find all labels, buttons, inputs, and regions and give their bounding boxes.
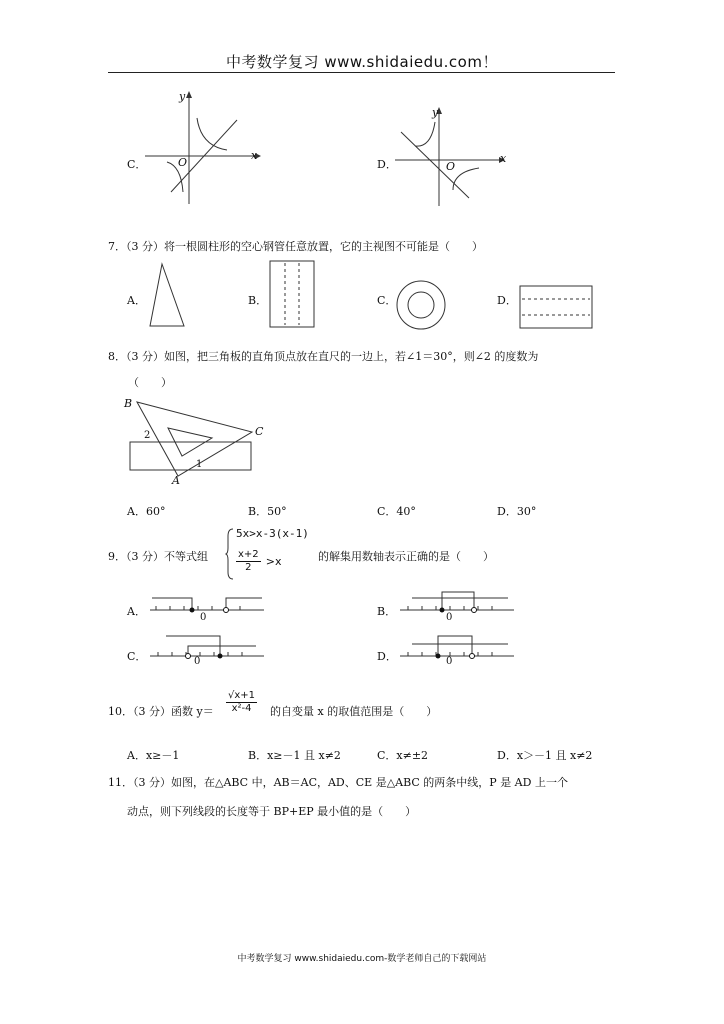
q9-stem-suffix: 的解集用数轴表示正确的是（ ） <box>318 550 494 563</box>
q9-option-d-numberline <box>398 632 520 664</box>
q9-ineq2-rhs: >x <box>265 555 282 568</box>
q10-numerator: √x+1 <box>228 690 256 701</box>
q7-option-c-figure <box>396 280 448 332</box>
q6-c-y-label: y <box>179 90 186 103</box>
q10-option-c: C．x≠±2 <box>377 749 429 762</box>
q11-stem-line2: 动点，则下列线段的长度等于 BP+EP 最小值的是（ ） <box>127 805 417 818</box>
q7-option-c-label: C． <box>377 294 397 307</box>
q8-label-c: C <box>255 425 264 438</box>
q10-fraction <box>226 690 257 715</box>
q8-option-b: B．50° <box>248 505 287 518</box>
q7-option-a-figure <box>148 262 188 332</box>
q9-b-zero: 0 <box>446 612 453 623</box>
q9-option-d-label: D． <box>377 650 397 663</box>
q9-brace <box>226 528 234 580</box>
q8-angle-1: 1 <box>196 459 203 470</box>
q11-stem-line1: 11．（3 分）如图，在△ABC 中，AB＝AC，AD、CE 是△ABC 的两条中线，P 是 AD 上一个 <box>108 776 568 789</box>
q10-denominator: x²-4 <box>231 703 252 714</box>
q9-option-b-label: B． <box>377 605 397 618</box>
q10-option-b: B．x≥－1 且 x≠2 <box>248 749 341 762</box>
q9-option-b-numberline <box>398 588 520 620</box>
q9-option-c-label: C． <box>127 650 147 663</box>
page-footer: 中考数学复习 www.shidaiedu.com-数学老师自己的下载网站 <box>237 954 487 964</box>
q6-graph-d <box>395 100 515 210</box>
q9-d-zero: 0 <box>446 656 453 667</box>
q8-stem: 8．（3 分）如图，把三角板的直角顶点放在直尺的一边上，若∠1＝30°，则∠2 的度数为 <box>108 350 539 363</box>
q9-ineq2-numerator: x+2 <box>238 549 259 560</box>
q7-option-d-label: D． <box>497 294 517 307</box>
q9-option-a-numberline <box>148 592 270 622</box>
header-divider <box>108 72 615 73</box>
q6-d-y-label: y <box>432 106 439 119</box>
q9-option-a-label: A． <box>127 605 146 618</box>
q7-option-d-figure <box>519 284 595 330</box>
q10-stem-prefix: 10．（3 分）函数 y＝ <box>108 705 214 718</box>
q8-figure <box>120 394 270 486</box>
q8-angle-2: 2 <box>144 430 151 441</box>
q7-stem: 7．（3 分）将一根圆柱形的空心钢管任意放置，它的主视图不可能是（ ） <box>108 240 483 253</box>
q8-label-b: B <box>124 397 133 410</box>
q9-inequality-1: 5x>x-3(x-1) <box>236 527 309 540</box>
q9-stem-prefix: 9．（3 分）不等式组 <box>108 550 208 563</box>
q6-c-origin: O <box>178 156 188 169</box>
q7-option-a-label: A． <box>127 294 146 307</box>
q9-inequality-2 <box>236 549 282 574</box>
q8-paren: （ ） <box>128 376 172 389</box>
page-header: 中考数学复习 www.shidaiedu.com！ <box>226 53 498 71</box>
q8-label-a: A <box>172 474 180 487</box>
q8-option-c: C．40° <box>377 505 416 518</box>
q9-c-zero: 0 <box>194 656 201 667</box>
q6-option-d-label: D． <box>377 158 397 171</box>
q10-stem-suffix: 的自变量 x 的取值范围是（ ） <box>270 705 438 718</box>
q9-a-zero: 0 <box>200 612 207 623</box>
q8-option-d: D．30° <box>497 505 537 518</box>
q6-d-origin: O <box>446 160 456 173</box>
q10-option-d: D．x＞－1 且 x≠2 <box>497 749 593 762</box>
q8-option-a: A．60° <box>127 505 166 518</box>
q7-option-b-label: B． <box>248 294 268 307</box>
q6-d-x-label: x <box>500 152 507 165</box>
q7-option-b-figure <box>268 260 318 330</box>
q6-graph-c <box>145 88 265 208</box>
q6-option-c-label: C． <box>127 158 147 171</box>
q9-ineq2-denominator: 2 <box>245 562 252 573</box>
q9-option-c-numberline <box>148 632 270 664</box>
q6-c-x-label: x <box>251 149 258 162</box>
q10-option-a: A．x≥－1 <box>127 749 180 762</box>
